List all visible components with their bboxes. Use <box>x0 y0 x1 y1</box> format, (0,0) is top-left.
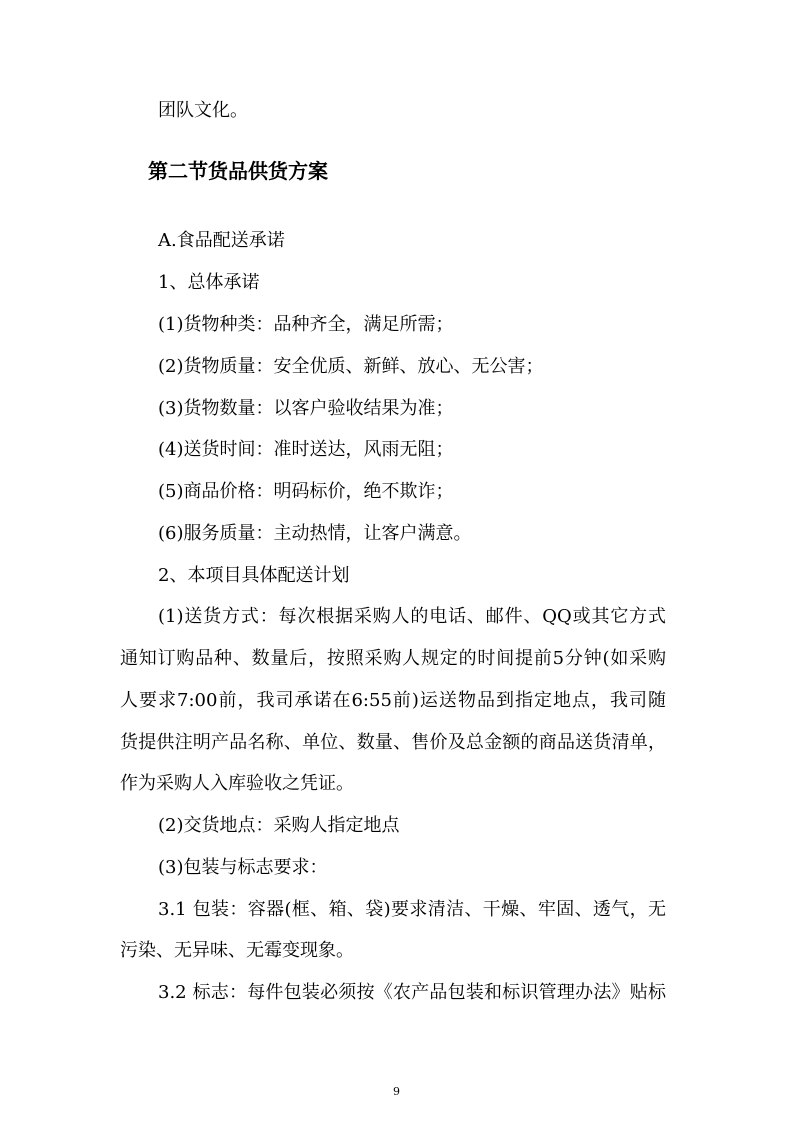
list-item: (6)服务质量：主动热情，让客户满意。 <box>158 523 472 544</box>
paragraph-line: (1)送货方式：每次根据采购人的电话、邮件、QQ或其它方式 <box>158 606 666 627</box>
paragraph-line: 3.2 标志：每件包装必须按《农产品包装和标识管理办法》贴标 <box>158 982 666 1003</box>
paragraph-line: 3.1 包装：容器(框、箱、袋)要求清洁、干燥、牢固、透气，无 <box>158 899 666 920</box>
section-heading: 第二节货品供货方案 <box>148 159 328 183</box>
list-item: (5)商品价格：明码标价，绝不欺诈； <box>158 481 454 502</box>
paragraph-line: (3)包装与标志要求： <box>158 857 328 878</box>
list-item: (1)货物种类：品种齐全，满足所需； <box>158 314 454 335</box>
list-item: (3)货物数量：以客户验收结果为准； <box>158 398 454 419</box>
paragraph-line: 人要求7:00前，我司承诺在6:55前)运送物品到指定地点，我司随 <box>120 690 666 711</box>
list-item: (4)送货时间：准时送达，风雨无阻； <box>158 439 454 460</box>
page-number: 9 <box>393 1085 400 1098</box>
list-heading: 1、总体承诺 <box>158 272 260 293</box>
paragraph-line: 作为采购人入库验收之凭证。 <box>120 773 354 794</box>
subsection-title: A.食品配送承诺 <box>158 230 285 251</box>
list-item: (2)货物质量：安全优质、新鲜、放心、无公害； <box>158 356 544 377</box>
paragraph-line: 通知订购品种、数量后，按照采购人规定的时间提前5分钟(如采购 <box>120 648 666 669</box>
paragraph-line: 污染、无异味、无霉变现象。 <box>120 940 354 961</box>
paragraph-line: 团队文化。 <box>158 100 248 121</box>
paragraph-line: (2)交货地点：采购人指定地点 <box>158 815 400 836</box>
paragraph-line: 货提供注明产品名称、单位、数量、售价及总金额的商品送货清单， <box>120 732 666 753</box>
list-heading: 2、本项目具体配送计划 <box>158 565 350 586</box>
